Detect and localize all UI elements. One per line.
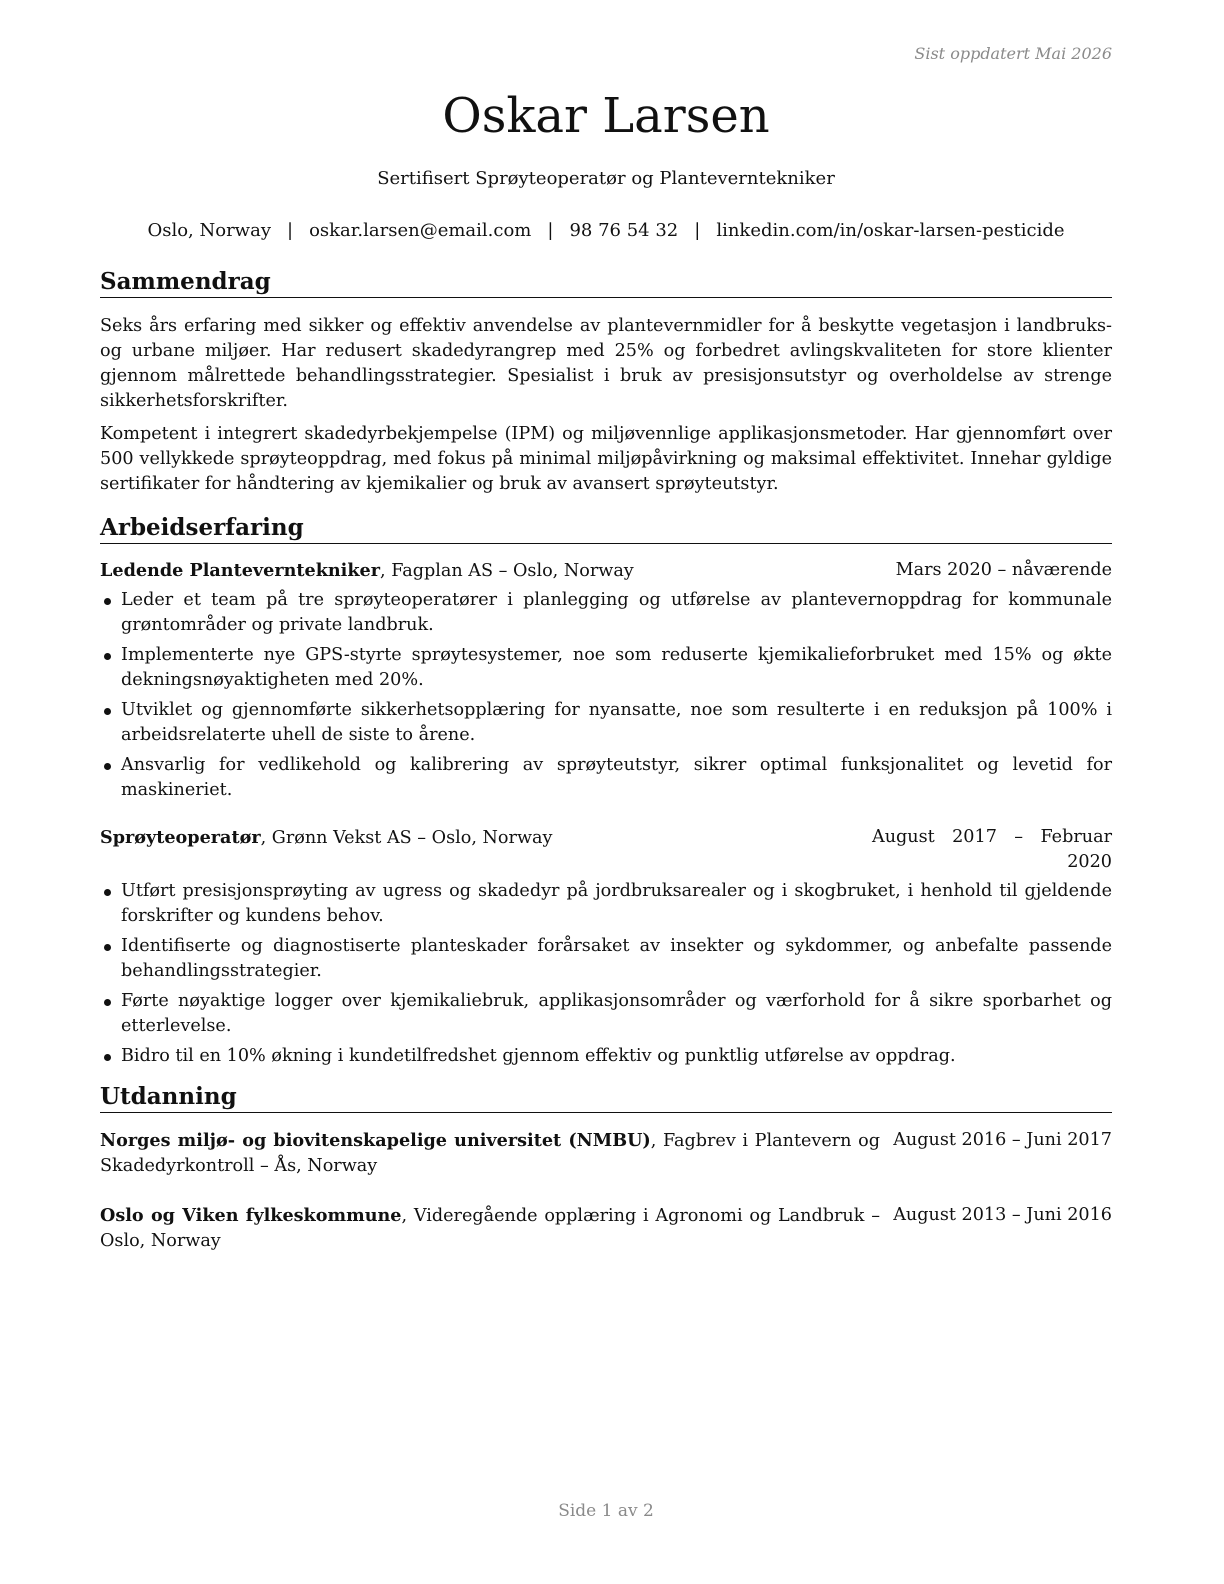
contact-line (100, 219, 1112, 243)
job-bullet-text: Identifiserte og diagnostiserte planteskader forårsaket av insekter og sykdommer, og anbefalte passende behandlingsstrategier. (121, 936, 1112, 981)
bullet-icon (104, 944, 111, 951)
job-bullet (100, 698, 1112, 748)
summary-paragraph: Seks års erfaring med sikker og effektiv anvendelse av plantevernmidler for å beskytte vegetasjon i landbruks- og urbane miljøer. Har redusert skadedyrangrep med 25% og forbedret avlingskvaliteten for store klienter gjennom målrettede behandlingsstrategier. Spesialist i bruk av presisjonsutstyr og overholdelse av strenge sikkerhetsforskrifter. (100, 316, 1112, 411)
bullet-icon (104, 1054, 111, 1061)
contact-linkedin[interactable]: linkedin.com/in/oskar-larsen-pesticide (716, 220, 1065, 241)
job-bullet (100, 934, 1112, 984)
job-header (100, 825, 1112, 875)
education-school: Norges miljø- og biovitenskapelige universitet (NMBU) (100, 1130, 651, 1151)
education-dates: August 2013 – Juni 2016 (893, 1205, 1112, 1225)
last-updated-note: Sist oppdatert Mai 2026 (914, 44, 1112, 63)
summary-section (100, 268, 1112, 497)
section-title-experience: Arbeidserfaring (100, 514, 1112, 544)
job-role: Sprøyteoperatør (100, 827, 261, 848)
summary-body (100, 314, 1112, 497)
contact-email[interactable]: oskar.larsen@email.com (309, 220, 532, 241)
job-title-line (100, 825, 872, 875)
job-bullet-text: Ansvarlig for vedlikehold og kalibrering av sprøyteutstyr, sikrer optimal funksjonalitet og levetid for maskineriet. (121, 755, 1112, 800)
job-header (100, 558, 1112, 584)
education-detail: , Videregående opplæring i Agronomi og Landbruk – Oslo, Norway (100, 1206, 880, 1251)
job-bullet-text: Utført presisjonsprøyting av ugress og skadedyr på jordbruksarealer og i skogbruket, i henhold til gjeldende forskrifter og kundens behov. (121, 881, 1112, 926)
job-bullet-text: Bidro til en 10% økning i kundetilfredshet gjennom effektiv og punktlig utførelse av oppdrag. (121, 1046, 956, 1066)
job-bullet (100, 753, 1112, 803)
job-bullet (100, 879, 1112, 929)
candidate-name: Oskar Larsen (442, 88, 770, 144)
resume-content (100, 268, 1112, 1254)
contact-phone: 98 76 54 32 (569, 220, 679, 241)
contact-separator: | (286, 220, 294, 241)
job-dates: August 2017 – Februar 2020 (872, 827, 1112, 872)
candidate-headline: Sertifisert Sprøyteoperatør og Planteverntekniker (377, 168, 835, 189)
bullet-icon (104, 889, 111, 896)
resume-page (100, 0, 1112, 1584)
job-bullet-text: Leder et team på tre sprøyteoperatører i planlegging og utførelse av plantevernoppdrag for kommunale grøntområder og private landbruk. (121, 590, 1112, 635)
job-bullet-text: Utviklet og gjennomførte sikkerhetsopplæring for nyansatte, noe som resulterte i en reduksjon på 100% i arbeidsrelaterte uhell de siste to årene. (121, 700, 1112, 745)
education-school: Oslo og Viken fylkeskommune (100, 1205, 402, 1226)
job-title-line (100, 558, 896, 584)
bullet-icon (104, 763, 111, 770)
bullet-icon (104, 598, 111, 605)
education-institution-line (100, 1203, 880, 1254)
job-bullet (100, 588, 1112, 638)
page-number: Side 1 av 2 (558, 1501, 654, 1521)
job-entry (100, 558, 1112, 803)
bullet-icon (104, 708, 111, 715)
section-title-education: Utdanning (100, 1083, 1112, 1113)
bullet-icon (104, 653, 111, 660)
job-org: , Grønn Vekst AS – Oslo, Norway (260, 828, 553, 848)
job-bullet (100, 1044, 1112, 1069)
education-dates: August 2016 – Juni 2017 (893, 1130, 1112, 1150)
contact-separator: | (547, 220, 554, 241)
job-dates: Mars 2020 – nåværende (895, 560, 1112, 580)
summary-paragraph: Kompetent i integrert skadedyrbekjempelse (IPM) og miljøvennlige applikasjonsmetoder. Har gjennomført over 500 vellykkede sprøyteoppdrag, med fokus på minimal miljøpåvirkning og maksimal effektivitet. Innehar gyldige sertifikater for håndtering av kjemikalier og bruk av avansert sprøyteutstyr. (100, 424, 1112, 494)
job-role: Ledende Planteverntekniker (100, 560, 381, 581)
education-detail: , Fagbrev i Plantevern og Skadedyrkontroll – Ås, Norway (100, 1131, 881, 1176)
job-bullet-text: Implementerte nye GPS-styrte sprøytesystemer, noe som reduserte kjemikalieforbruket med 15% og økte dekningsnøyaktigheten med 20%. (121, 645, 1112, 690)
job-bullet (100, 989, 1112, 1039)
section-title-summary: Sammendrag (100, 268, 1112, 298)
job-org: , Fagplan AS – Oslo, Norway (380, 561, 634, 581)
education-institution-line (100, 1128, 880, 1179)
bullet-icon (104, 999, 111, 1006)
job-bullet-text: Førte nøyaktige logger over kjemikaliebruk, applikasjonsområder og værforhold for å sikre sporbarhet og etterlevelse. (121, 991, 1112, 1036)
contact-location: Oslo, Norway (147, 220, 271, 241)
job-entry (100, 825, 1112, 1069)
job-bullet (100, 643, 1112, 693)
job-bullet-list (100, 588, 1112, 803)
education-entry (100, 1203, 1112, 1254)
contact-separator: | (694, 220, 701, 241)
education-entry (100, 1128, 1112, 1179)
experience-section (100, 514, 1112, 1069)
job-bullet-list (100, 879, 1112, 1069)
education-section (100, 1083, 1112, 1254)
